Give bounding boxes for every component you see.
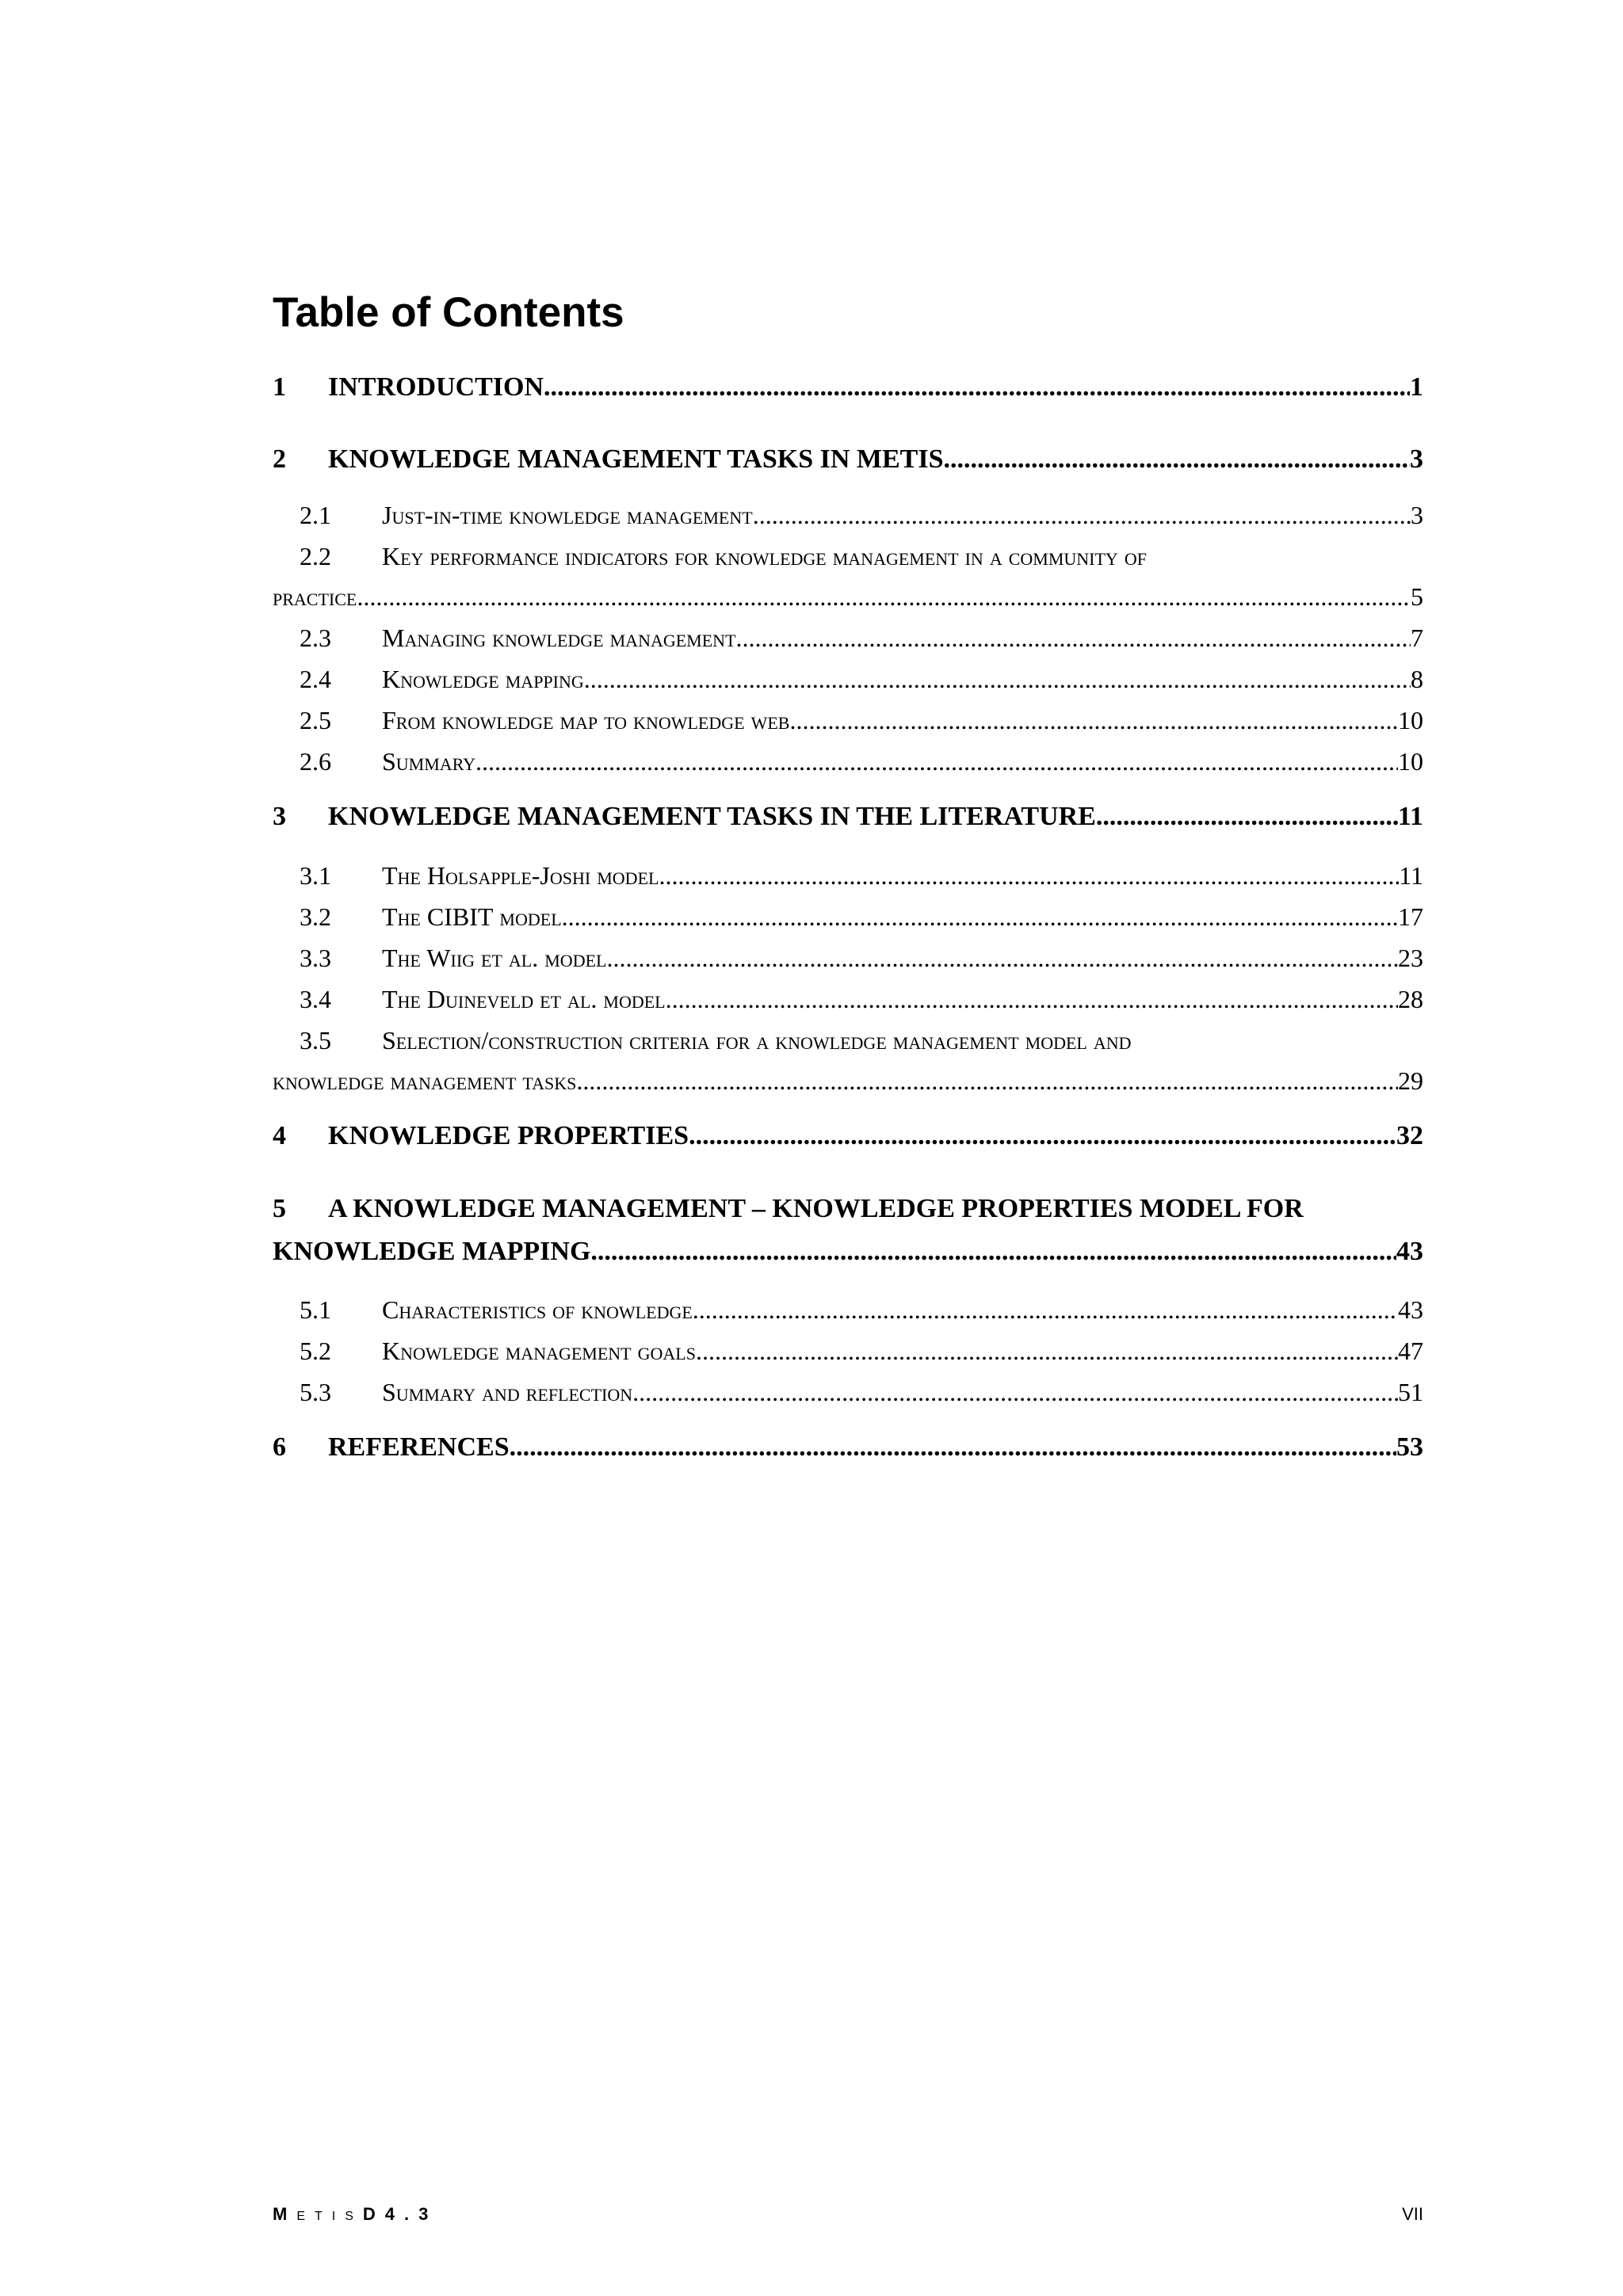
toc-entry-number: 5.2 (300, 1337, 331, 1365)
toc-entry-number: 6 (273, 1432, 286, 1462)
footer-doc-initial: M (273, 2204, 297, 2224)
toc-entry-number: 4 (273, 1121, 286, 1150)
dot-leader (606, 940, 1398, 976)
toc-entry-title: Just-in-time knowledge management (382, 501, 753, 529)
footer-doc-name-rest: ETIS (296, 2210, 363, 2223)
dot-leader (696, 1333, 1398, 1369)
toc-entry-3-4[interactable] (273, 981, 1423, 1017)
toc-entry-page: 28 (1398, 985, 1423, 1013)
toc-entry-number: 2 (273, 444, 286, 474)
page-title: Table of Contents (273, 289, 624, 336)
toc-entry-3-2[interactable] (273, 898, 1423, 935)
toc-entry-3-1[interactable] (273, 857, 1423, 894)
toc-entry-title-acronym: CIBIT (426, 902, 494, 931)
dot-leader (666, 981, 1398, 1017)
toc-entry-page: 17 (1398, 902, 1423, 931)
toc-entry-title: Summary and reflection (382, 1378, 633, 1406)
dot-leader (753, 497, 1411, 533)
toc-entry-page: 11 (1399, 861, 1423, 890)
toc-entry-title: The Wiig et al. model (382, 944, 607, 972)
toc-entry-title: Knowledge mapping (382, 665, 584, 693)
dot-leader (475, 743, 1398, 780)
toc-entry-title (382, 898, 562, 935)
toc-entry-title: INTRODUCTION (328, 372, 544, 402)
dot-leader (562, 898, 1398, 935)
toc-entry-page: 47 (1398, 1337, 1423, 1365)
dot-leader (693, 1291, 1398, 1328)
dot-leader (357, 578, 1411, 615)
dot-leader (943, 441, 1410, 479)
toc-entry-title: KNOWLEDGE MANAGEMENT TASKS IN METIS (328, 444, 944, 474)
toc-entry-page: 51 (1398, 1378, 1423, 1406)
toc-entry-number: 3.3 (300, 944, 331, 972)
toc-entry-number: 2.4 (300, 665, 331, 693)
toc-entry-title: KNOWLEDGE PROPERTIES (328, 1121, 689, 1150)
dot-leader (736, 620, 1411, 656)
toc-entry-title-continued: knowledge management tasks (273, 1066, 577, 1095)
toc-entry-title-suffix: model (493, 902, 562, 931)
toc-entry-page: 8 (1411, 665, 1423, 693)
toc-entry-title: The Duineveld et al. model (382, 985, 666, 1013)
toc-entry-number: 3.1 (300, 861, 331, 890)
toc-entry-number: 2.6 (300, 747, 331, 776)
dot-leader (584, 661, 1411, 697)
toc-entry-2-3[interactable] (273, 620, 1423, 656)
toc-entry-3-3[interactable] (273, 940, 1423, 976)
toc-entry-4[interactable] (273, 1117, 1423, 1155)
dot-leader (1096, 798, 1398, 836)
toc-entry-page: 3 (1411, 501, 1423, 529)
dot-leader (510, 1428, 1396, 1466)
toc-entry-number: 2.2 (300, 542, 331, 570)
toc-entry-title: From knowledge map to knowledge web (382, 706, 790, 734)
toc-entry-page: 11 (1397, 802, 1423, 831)
footer-document-id (273, 2203, 437, 2229)
toc-entry-number: 1 (273, 372, 286, 402)
toc-entry-page: 29 (1398, 1066, 1423, 1095)
toc-entry-number: 5.1 (300, 1295, 331, 1324)
toc-entry-page: 10 (1398, 747, 1423, 776)
toc-entry-title: The Holsapple-Joshi model (382, 861, 659, 890)
toc-entry-page: 10 (1398, 706, 1423, 734)
toc-entry-title: Knowledge management goals (382, 1337, 696, 1365)
footer-page-number: VII (1402, 2204, 1423, 2224)
toc-entry-2-5[interactable] (273, 702, 1423, 738)
toc-entry-number: 3.2 (300, 902, 331, 931)
toc-entry-page: 23 (1398, 944, 1423, 972)
dot-leader (590, 1233, 1396, 1271)
toc-entry-5-continued[interactable] (273, 1233, 1423, 1271)
toc-entry-number: 5.3 (300, 1378, 331, 1406)
toc-entry-title: A KNOWLEDGE MANAGEMENT – KNOWLEDGE PROPERTIES MODEL FOR (328, 1194, 1304, 1223)
toc-entry-3-5[interactable] (273, 1022, 1423, 1058)
dot-leader (544, 368, 1410, 406)
toc-entry-2-2[interactable] (273, 538, 1423, 574)
toc-entry-5-1[interactable] (273, 1291, 1423, 1328)
toc-entry-number: 3.5 (300, 1026, 331, 1055)
toc-entry-page: 3 (1410, 444, 1423, 474)
toc-entry-3-5-continued[interactable] (273, 1062, 1423, 1099)
toc-entry-page: 43 (1398, 1295, 1423, 1324)
toc-entry-6[interactable] (273, 1428, 1423, 1466)
toc-entry-page: 7 (1411, 624, 1423, 652)
toc-entry-title-continued: practice (273, 582, 357, 611)
toc-entry-page: 53 (1396, 1432, 1423, 1462)
toc-entry-number: 3 (273, 802, 286, 831)
toc-entry-2-6[interactable] (273, 743, 1423, 780)
toc-entry-title: Selection/construction criteria for a knowledge management model and (382, 1026, 1132, 1055)
dot-leader (689, 1117, 1396, 1155)
toc-entry-number: 5 (273, 1194, 286, 1223)
toc-entry-number: 3.4 (300, 985, 331, 1013)
toc-entry-5[interactable] (273, 1190, 1423, 1228)
toc-entry-number: 2.5 (300, 706, 331, 734)
toc-entry-1[interactable] (273, 368, 1423, 406)
toc-entry-title: Characteristics of knowledge (382, 1295, 693, 1324)
toc-entry-5-2[interactable] (273, 1333, 1423, 1369)
toc-entry-page: 43 (1396, 1237, 1423, 1266)
toc-entry-3[interactable] (273, 798, 1423, 836)
toc-entry-title: Key performance indicators for knowledge management in a community of (382, 542, 1147, 570)
toc-entry-title: Summary (382, 747, 476, 776)
toc-entry-number: 2.3 (300, 624, 331, 652)
toc-entry-title-continued: KNOWLEDGE MAPPING (273, 1237, 591, 1266)
toc-entry-number: 2.1 (300, 501, 331, 529)
dot-leader (576, 1062, 1398, 1099)
toc-entry-title-prefix: The (382, 902, 427, 931)
dot-leader (632, 1374, 1398, 1410)
toc-entry-2-4[interactable] (273, 661, 1423, 697)
toc-entry-2-2-continued[interactable] (273, 578, 1423, 615)
toc-entry-2-1[interactable] (273, 497, 1423, 533)
dot-leader (659, 857, 1399, 894)
footer-doc-number: D4.3 (362, 2204, 438, 2224)
toc-entry-title: Managing knowledge management (382, 624, 736, 652)
dot-leader (789, 702, 1398, 738)
toc-entry-page: 5 (1411, 582, 1423, 611)
toc-entry-title: KNOWLEDGE MANAGEMENT TASKS IN THE LITERATURE (328, 802, 1096, 831)
toc-entry-2[interactable] (273, 441, 1423, 479)
toc-entry-title: REFERENCES (328, 1432, 510, 1462)
toc-entry-page: 1 (1410, 372, 1423, 402)
toc-entry-page: 32 (1396, 1121, 1423, 1150)
toc-entry-5-3[interactable] (273, 1374, 1423, 1410)
